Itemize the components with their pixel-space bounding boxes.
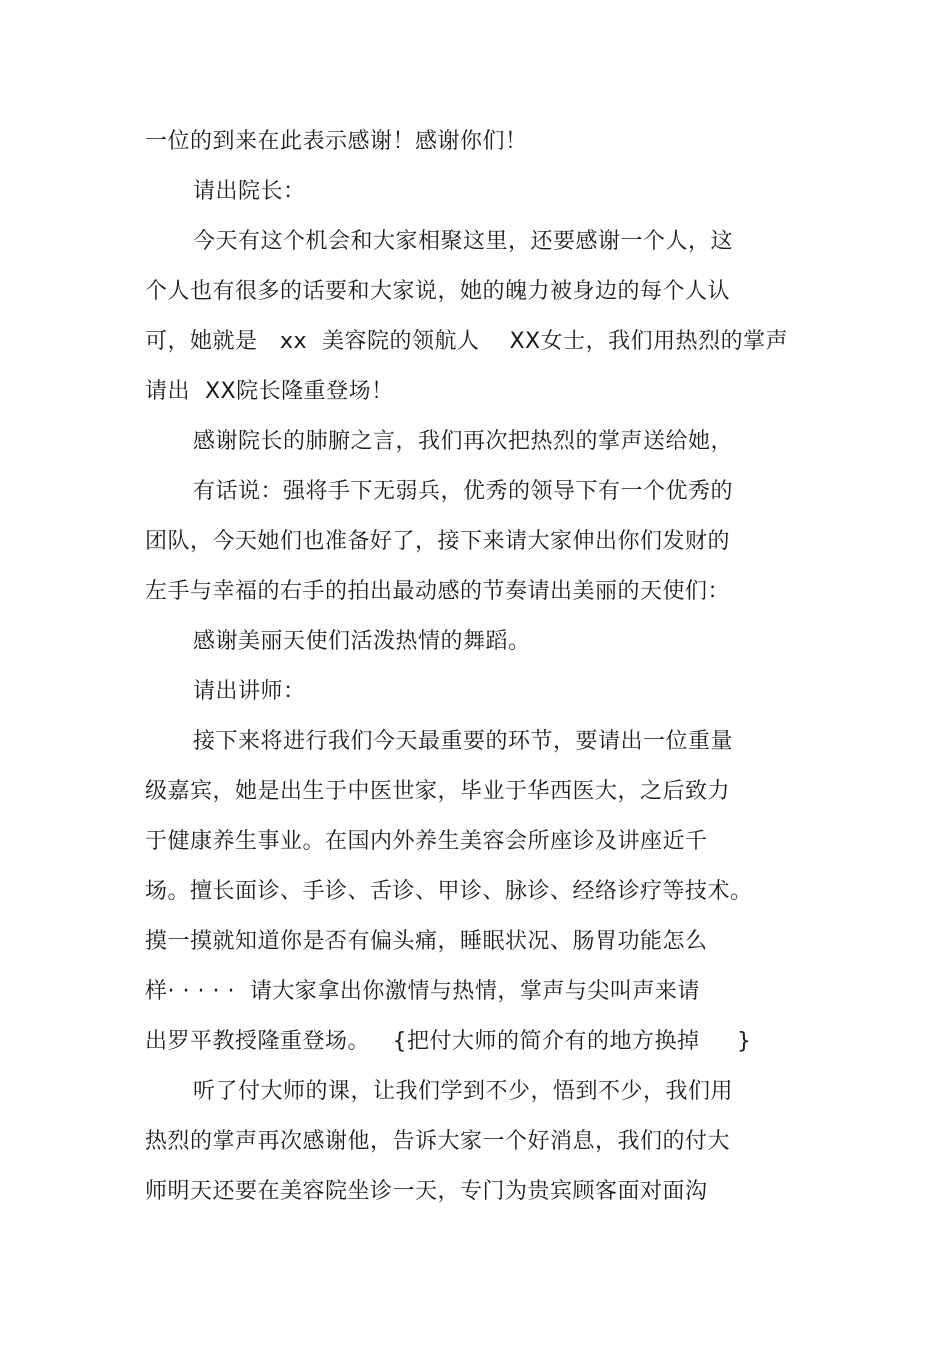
- text-line: 听了付大师的课，让我们学到不少，悟到不少，我们用: [193, 1079, 734, 1104]
- text-line: 左手与幸福的右手的拍出最动感的节奏请出美丽的天使们：: [145, 579, 731, 604]
- text-line: 请出讲师：: [193, 679, 306, 704]
- text-line: 接下来将进行我们今天最重要的环节，要请出一位重量: [193, 729, 734, 754]
- text-line: 请出 XX院长隆重登场！: [145, 379, 394, 404]
- text-line: 一位的到来在此表示感谢！感谢你们！: [145, 129, 528, 154]
- text-line: 出罗平教授隆重登场。 {把付大师的简介有的地方换掉 }: [145, 1029, 752, 1054]
- text-line: 热烈的掌声再次感谢他，告诉大家一个好消息，我们的付大: [145, 1129, 731, 1154]
- text-line: 场。擅长面诊、手诊、舌诊、甲诊、脉诊、经络诊疗等技术。: [145, 879, 753, 904]
- text-line: 请出院长：: [193, 179, 306, 204]
- text-line: 感谢院长的肺腑之言，我们再次把热烈的掌声送给她，: [193, 429, 734, 454]
- text-line: 个人也有很多的话要和大家说，她的魄力被身边的每个人认: [145, 279, 731, 304]
- text-line: 于健康养生事业。在国内外养生美容会所座诊及讲座近千: [145, 829, 708, 854]
- text-line: 样· · · · · 请大家拿出你激情与热情，掌声与尖叫声来请: [145, 979, 700, 1004]
- text-line: 可，她就是 xx 美容院的领航人 XX女士，我们用热烈的掌声: [145, 329, 789, 354]
- text-line: 师明天还要在美容院坐诊一天，专门为贵宾顾客面对面沟: [145, 1179, 708, 1204]
- text-line: 有话说：强将手下无弱兵，优秀的领导下有一个优秀的: [193, 479, 734, 504]
- text-line: 团队，今天她们也准备好了，接下来请大家伸出你们发财的: [145, 529, 731, 554]
- text-line: 今天有这个机会和大家相聚这里，还要感谢一个人，这: [193, 229, 734, 254]
- text-line: 摸一摸就知道你是否有偏头痛，睡眠状况、肠胃功能怎么: [145, 929, 708, 954]
- text-line: 感谢美丽天使们活泼热情的舞蹈。: [193, 629, 531, 654]
- text-line: 级嘉宾，她是出生于中医世家，毕业于华西医大，之后致力: [145, 779, 731, 804]
